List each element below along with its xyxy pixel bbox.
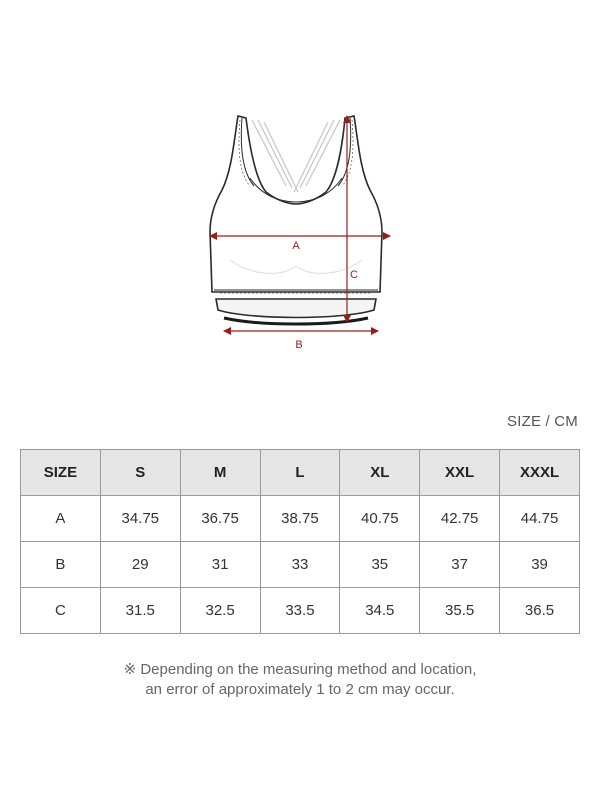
header-cell: XXXL — [500, 450, 580, 496]
row-label-cell: A — [21, 496, 101, 542]
header-cell: S — [100, 450, 180, 496]
table-cell: 40.75 — [340, 496, 420, 542]
note-line-2: an error of approximately 1 to 2 cm may occur. — [145, 681, 455, 698]
header-cell: XXL — [420, 450, 500, 496]
table-cell: 29 — [100, 542, 180, 588]
table-cell: 33 — [260, 542, 340, 588]
table-cell: 42.75 — [420, 496, 500, 542]
cup-seams — [230, 260, 362, 273]
table-row — [21, 542, 580, 588]
table-row — [21, 588, 580, 634]
measure-label-a: A — [292, 240, 300, 252]
table-cell: 37 — [420, 542, 500, 588]
table-cell: 33.5 — [260, 588, 340, 634]
size-table — [20, 449, 580, 634]
table-cell: 34.75 — [100, 496, 180, 542]
table-cell: 38.75 — [260, 496, 340, 542]
row-label-cell: C — [21, 588, 101, 634]
table-header-row — [21, 450, 580, 496]
table-cell: 36.75 — [180, 496, 260, 542]
table-cell: 36.5 — [500, 588, 580, 634]
measurement-note — [0, 660, 600, 700]
measure-label-c: C — [350, 269, 358, 281]
table-cell: 31.5 — [100, 588, 180, 634]
table-row — [21, 496, 580, 542]
table-cell: 35 — [340, 542, 420, 588]
header-cell: SIZE — [21, 450, 101, 496]
note-line-1: ※ Depending on the measuring method and location, — [123, 661, 477, 678]
header-cell: XL — [340, 450, 420, 496]
measure-label-b: B — [295, 339, 303, 351]
table-cell: 34.5 — [340, 588, 420, 634]
table-cell: 35.5 — [420, 588, 500, 634]
header-cell: L — [260, 450, 340, 496]
table-cell: 32.5 — [180, 588, 260, 634]
table-cell: 44.75 — [500, 496, 580, 542]
sports-bra-measurement-diagram — [180, 100, 420, 360]
back-straps — [252, 120, 340, 192]
table-cell: 39 — [500, 542, 580, 588]
header-cell: M — [180, 450, 260, 496]
row-label-cell: B — [21, 542, 101, 588]
unit-label: SIZE / CM — [507, 413, 578, 430]
table-cell: 31 — [180, 542, 260, 588]
